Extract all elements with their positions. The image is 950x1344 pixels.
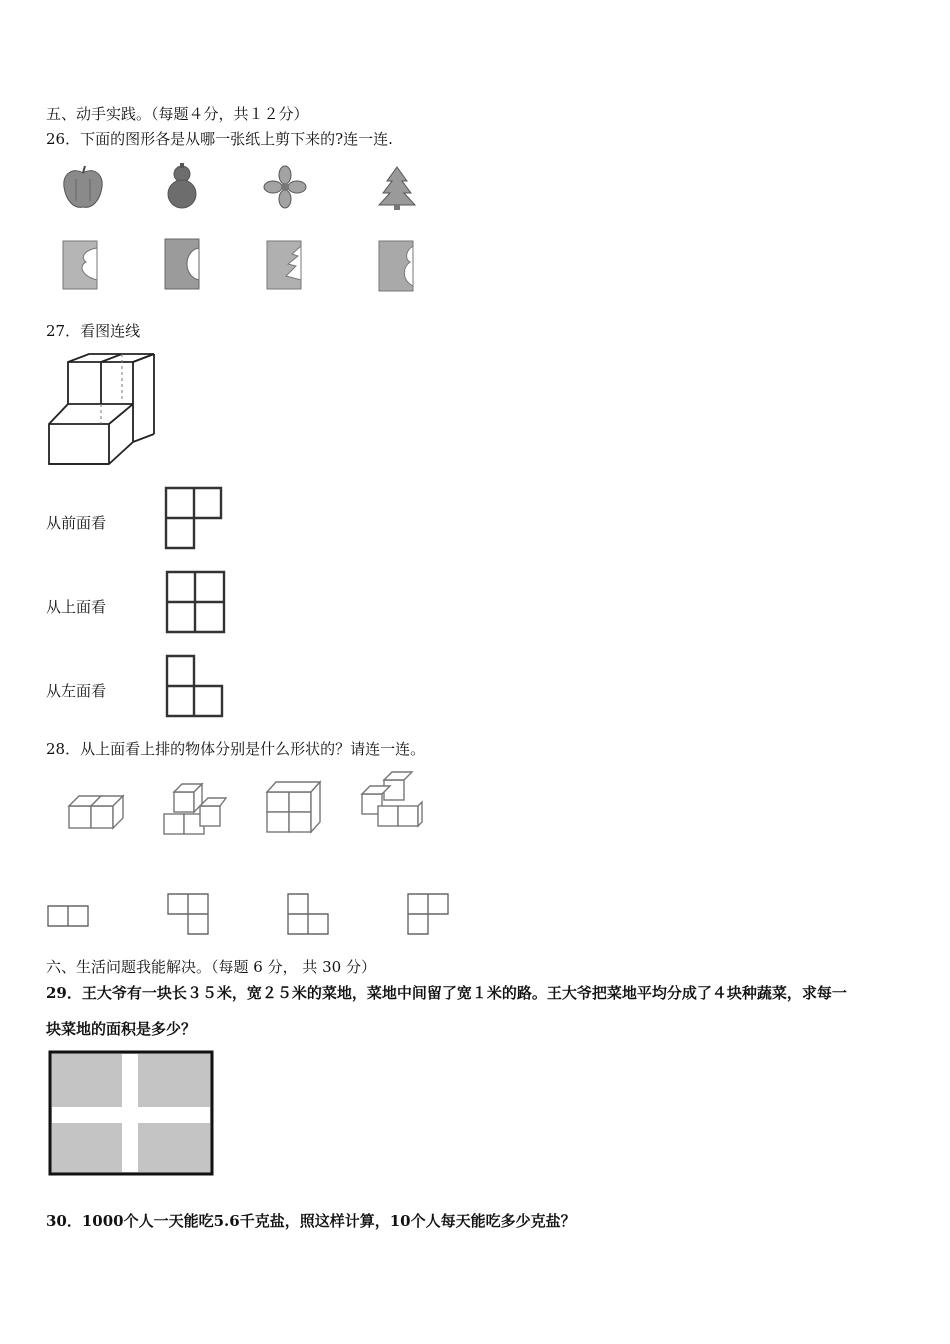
tree-cutout-icon xyxy=(377,165,417,211)
gourd-cutout-icon xyxy=(162,162,202,212)
view-label-left: 从左面看 xyxy=(46,682,107,700)
question-27-text: 27．看图连线 xyxy=(46,322,141,340)
section-5-heading: 五、动手实践。（每题４分，共１２分） xyxy=(46,105,309,123)
question-28-text: 28．从上面看上排的物体分别是什么形状的？请连一连。 xyxy=(46,740,426,758)
section-6-heading: 六、生活问题我能解决。（每题 6 分， 共 30 分） xyxy=(46,958,376,976)
paper-with-hole-3 xyxy=(266,240,302,290)
top-shape-3 xyxy=(286,892,332,938)
cube-object-3 xyxy=(264,778,322,836)
paper-with-hole-1 xyxy=(62,240,98,290)
question-30-text: 30．1000个人一天能吃5.6千克盐，照这样计算，10个人每天能吃多少克盐？ xyxy=(46,1212,576,1230)
question-29-line-2: 块菜地的面积是多少？ xyxy=(46,1020,197,1038)
paper-with-hole-4 xyxy=(378,240,414,292)
cube-object-4 xyxy=(358,768,424,834)
view-label-front: 从前面看 xyxy=(46,514,107,532)
cube-stack-figure xyxy=(46,352,158,470)
paper-with-hole-2 xyxy=(164,238,200,290)
cube-object-2 xyxy=(160,776,226,838)
cube-object-1 xyxy=(66,788,124,834)
left-view-shape xyxy=(165,654,225,718)
apple-cutout-icon xyxy=(60,165,106,211)
flower-cutout-icon xyxy=(263,165,307,209)
question-26-text: 26．下面的图形各是从哪一张纸上剪下来的?连一连. xyxy=(46,130,393,148)
view-label-top: 从上面看 xyxy=(46,598,107,616)
question-29-line-1: 29．王大爷有一块长３５米，宽２５米的菜地，菜地中间留了宽１米的路。王大爷把菜地平均分成了４块种蔬菜，求每一 xyxy=(46,984,847,1002)
vegetable-field-diagram xyxy=(48,1050,216,1178)
top-shape-2 xyxy=(166,892,212,938)
front-view-shape xyxy=(164,486,224,550)
top-view-shape xyxy=(165,570,227,634)
top-shape-4 xyxy=(406,892,452,938)
top-shape-1 xyxy=(46,904,92,928)
